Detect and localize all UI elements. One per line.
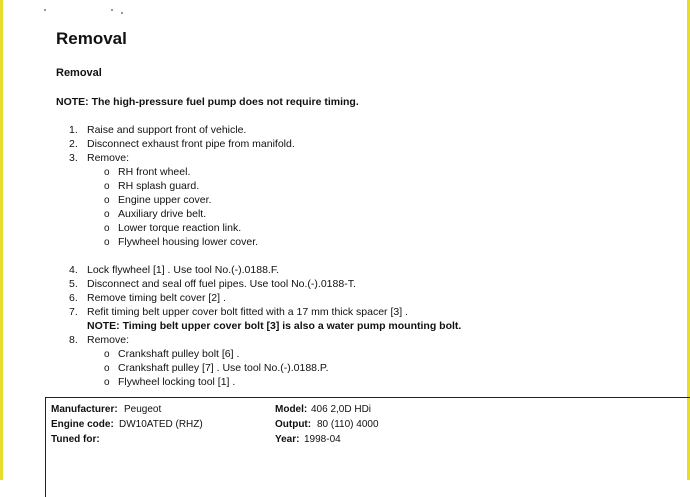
output-label: Output:: [275, 419, 312, 430]
step-text: Lock flywheel [1] . Use tool No.(-).0188.F.: [87, 264, 279, 276]
page-title: Removal: [56, 29, 127, 48]
sub-item-text: Flywheel housing lower cover.: [118, 236, 259, 248]
step-number: 3.: [69, 152, 78, 164]
note-fuel-pump: NOTE: The high-pressure fuel pump does not require timing.: [56, 96, 359, 108]
step-text: Refit timing belt upper cover bolt fitted with a 17 mm thick spacer [3] .: [87, 306, 408, 318]
model-label: Model:: [275, 404, 308, 415]
step-text: Remove:: [87, 334, 130, 346]
bullet-circle-icon: o: [104, 223, 110, 234]
step-text: Remove:: [87, 152, 130, 164]
bullet-circle-icon: o: [104, 349, 110, 360]
bullet-circle-icon: o: [104, 195, 110, 206]
step-number: 1.: [69, 124, 78, 136]
tuned-for-label: Tuned for:: [51, 434, 100, 445]
sub-item-text: Lower torque reaction link.: [118, 222, 242, 234]
vehicle-info-box: [45, 397, 690, 497]
sub-item-text: Crankshaft pulley [7] . Use tool No.(-).0188.P.: [118, 362, 329, 374]
step-text: Disconnect and seal off fuel pipes. Use tool No.(-).0188-T.: [87, 278, 356, 290]
manufacturer-label: Manufacturer:: [51, 404, 118, 415]
model-value: 406 2,0D HDi: [311, 404, 372, 415]
bullet-circle-icon: o: [104, 363, 110, 374]
sub-item-text: Auxiliary drive belt.: [118, 208, 207, 220]
step-number: 5.: [69, 278, 78, 290]
year-label: Year:: [275, 434, 300, 445]
bullet-circle-icon: o: [104, 237, 110, 248]
section-subtitle: Removal: [56, 67, 102, 79]
engine-code-value: DW10ATED (RHZ): [119, 419, 203, 430]
year-value: 1998-04: [304, 434, 341, 445]
step-number: 2.: [69, 138, 78, 150]
sub-item-text: RH splash guard.: [118, 180, 200, 192]
bullet-circle-icon: o: [104, 181, 110, 192]
step-text: Raise and support front of vehicle.: [87, 124, 247, 136]
step-number: 4.: [69, 264, 78, 276]
sub-item-text: Flywheel locking tool [1] .: [118, 376, 236, 388]
sub-item-text: Engine upper cover.: [118, 194, 212, 206]
step-text: Remove timing belt cover [2] .: [87, 292, 226, 304]
bullet-circle-icon: o: [104, 209, 110, 220]
step-number: 6.: [69, 292, 78, 304]
sub-item-text: RH front wheel.: [118, 166, 191, 178]
output-value: 80 (110) 4000: [317, 419, 379, 430]
bullet-circle-icon: o: [104, 167, 110, 178]
engine-code-label: Engine code:: [51, 419, 114, 430]
step-number: 8.: [69, 334, 78, 346]
manufacturer-value: Peugeot: [124, 404, 162, 415]
note-water-pump-bolt: NOTE: Timing belt upper cover bolt [3] is also a water pump mounting bolt.: [87, 320, 462, 332]
bullet-circle-icon: o: [104, 377, 110, 388]
step-number: 7.: [69, 306, 78, 318]
sub-item-text: Crankshaft pulley bolt [6] .: [118, 348, 240, 360]
step-text: Disconnect exhaust front pipe from manifold.: [87, 138, 295, 150]
